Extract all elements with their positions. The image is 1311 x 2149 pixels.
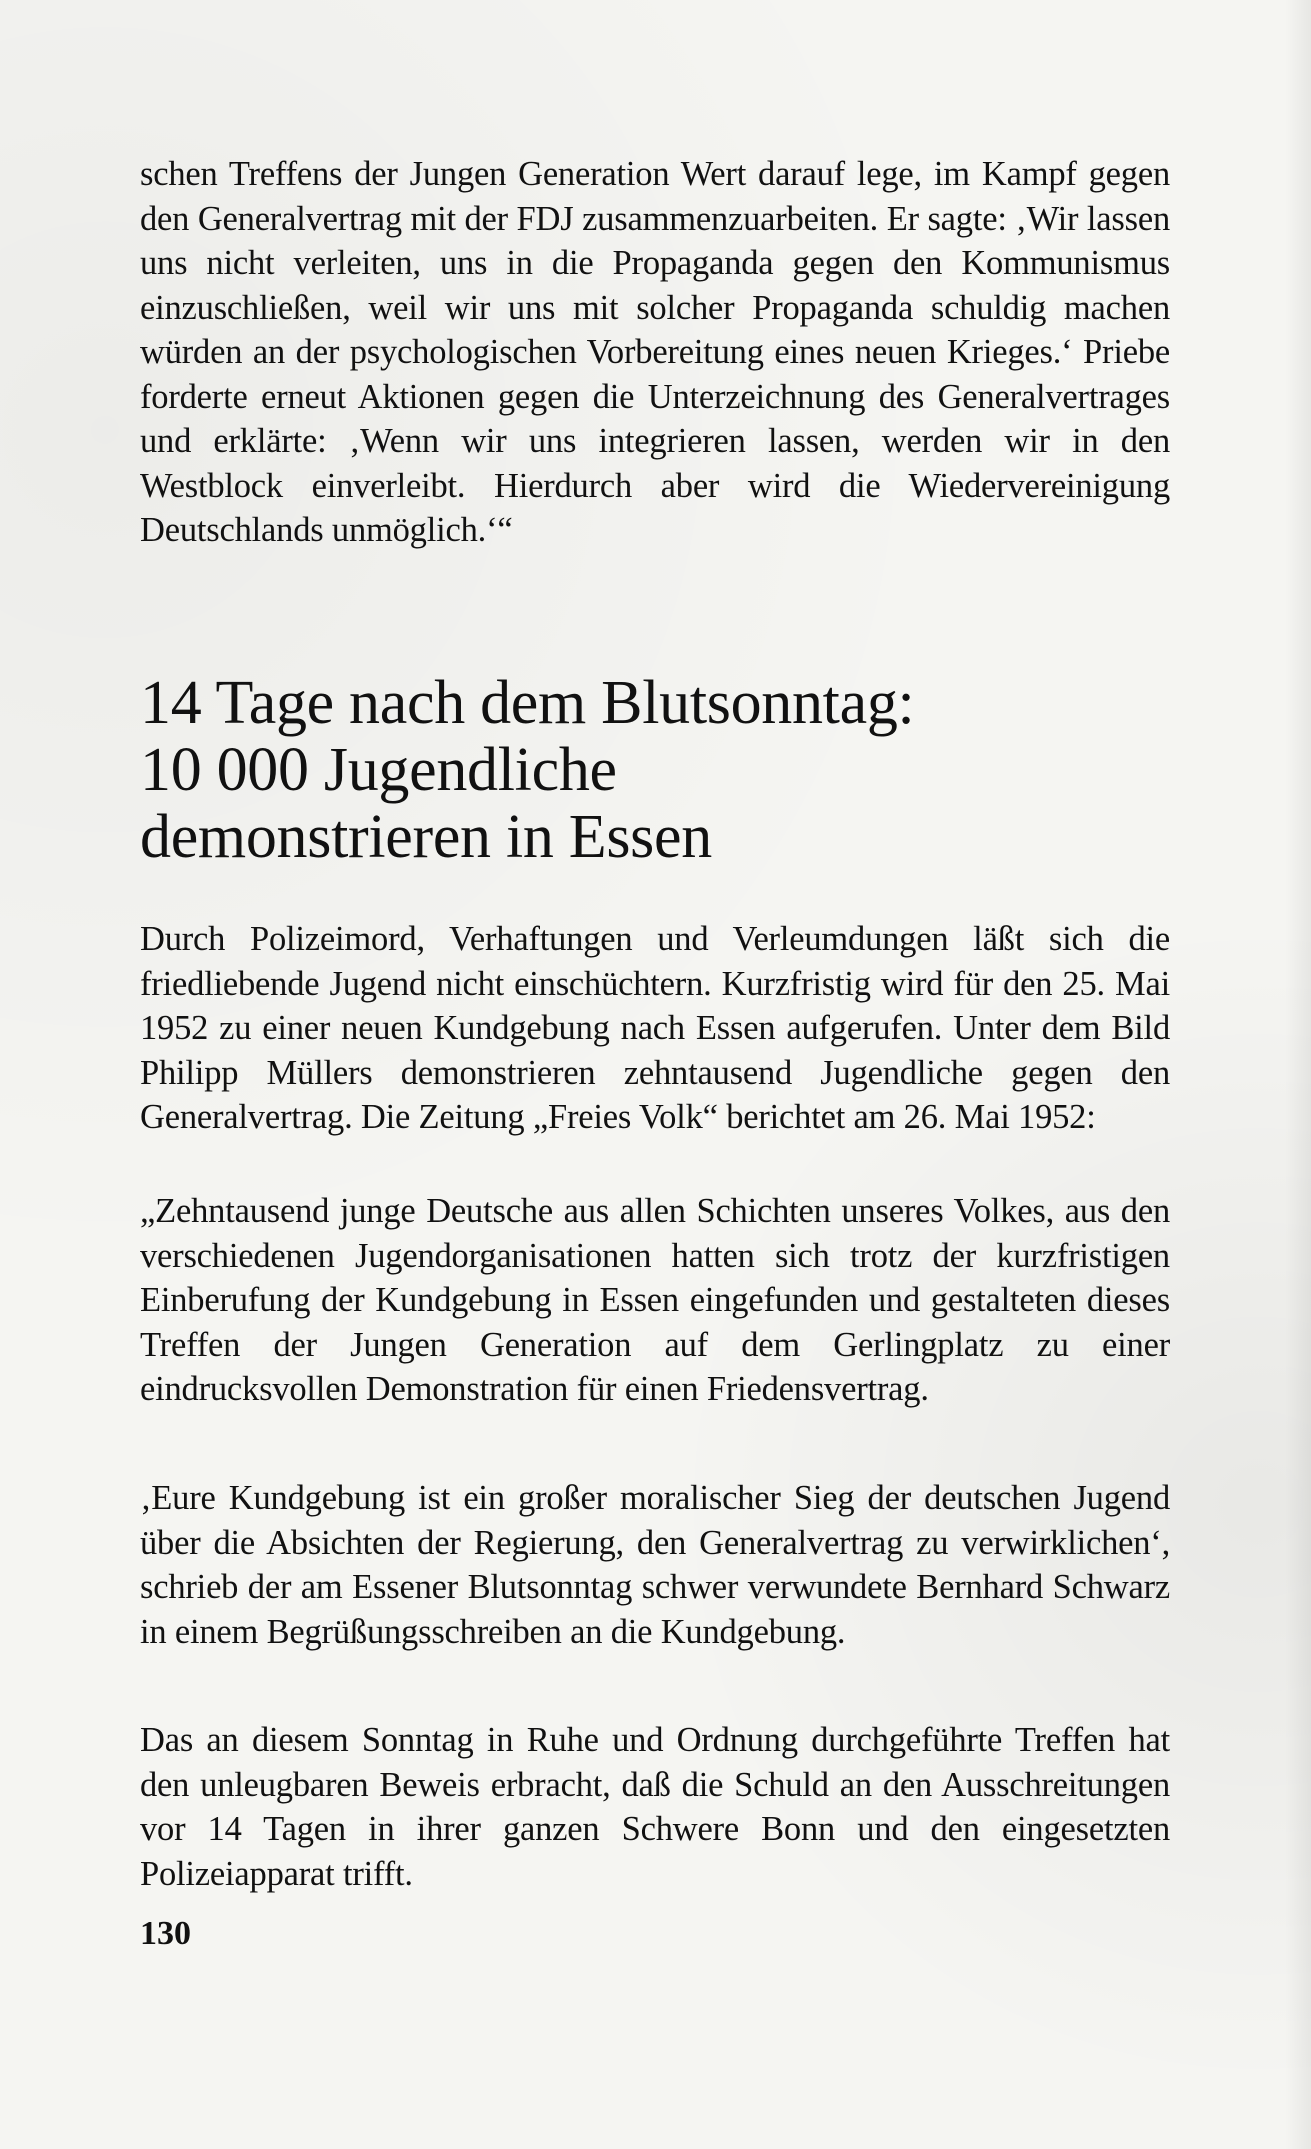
page-edge-shadow — [1285, 0, 1311, 2149]
paragraph-intro: Durch Polizeimord, Verhaftungen und Verleumdungen läßt sich die friedliebende Jugend nicht einschüchtern. Kurzfristig wird für den 25. Mai 1952 zu einer neuen Kundgebung nach Essen aufgerufen. Unter dem Bild Philipp Müllers demonstrieren zehntausend Jugendliche gegen den Generalvertrag. Die Zeitung „Freies Volk“ berichtet am 26. Mai 1952: — [140, 920, 1170, 1136]
page-number: 130 — [140, 1915, 191, 1952]
heading-line-2: 10 000 Jugendliche — [140, 736, 617, 804]
paragraph-quote-1: „Zehntausend junge Deutsche aus allen Schichten unseres Volkes, aus den verschiedenen Jugendorganisationen hatten sich trotz der kurzfristigen Einberufung der Kundgebung in Essen eingefunden und gestalteten dieses Treffen der Jungen Generation auf dem Gerlingplatz zu einer eindrucksvollen Demonstration für einen Friedensvertrag. — [140, 1192, 1170, 1408]
section-heading — [140, 670, 1180, 871]
paragraph-quote-3: Das an diesem Sonntag in Ruhe und Ordnung durchgeführte Treffen hat den unleugbaren Beweis erbracht, daß die Schuld an den Ausschreitungen vor 14 Tagen in ihrer ganzen Schwere Bonn und den eingesetzten Polizeiapparat trifft. — [140, 1721, 1170, 1893]
heading-line-3: demonstrieren in Essen — [140, 803, 712, 871]
paragraph-continuation: schen Treffens der Jungen Generation Wert darauf lege, im Kampf gegen den Generalvertrag mit der FDJ zusammenzuarbeiten. Er sagte: ‚Wir lassen uns nicht verleiten, uns in die Propaganda gegen den Kommunismus einzuschließen, weil wir uns mit solcher Propaganda schuldig machen würden an der psychologischen Vorbereitung eines neuen Krieges.‘ Priebe forderte erneut Aktionen gegen die Unterzeichnung des Generalvertrages und erklärte: ‚Wenn wir uns integrieren lassen, werden wir in den Westblock einverleibt. Hierdurch aber wird die Wiedervereinigung Deutschlands unmöglich.‘“ — [140, 155, 1170, 549]
heading-line-1: 14 Tage nach dem Blutsonntag: — [140, 669, 915, 737]
paragraph-quote-2: ‚Eure Kundgebung ist ein großer moralischer Sieg der deutschen Jugend über die Absichten der Regierung, den Generalvertrag zu verwirklichen‘, schrieb der am Essener Blutsonntag schwer verwundete Bernhard Schwarz in einem Begrüßungsschreiben an die Kundgebung. — [140, 1479, 1170, 1651]
